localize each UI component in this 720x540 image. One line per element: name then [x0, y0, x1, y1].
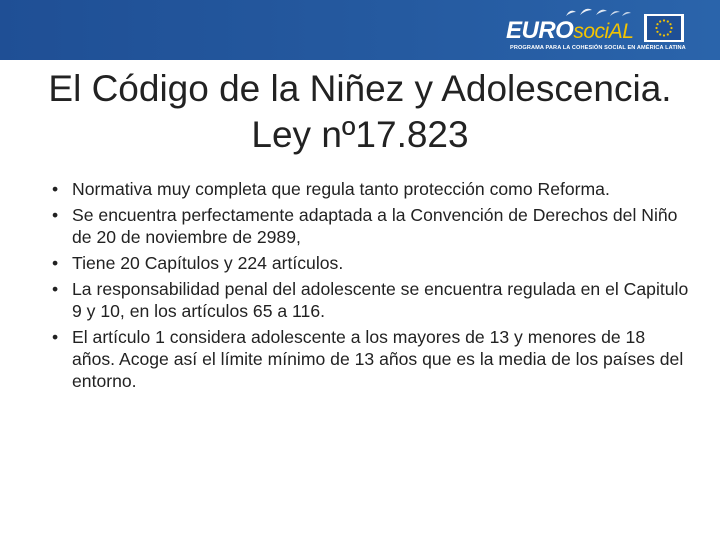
bullet-text: Se encuentra perfectamente adaptada a la Convención de Derechos del Niño de 20 de noviembre de 2989, [72, 205, 678, 247]
bullet-list [52, 178, 692, 396]
bullet-item [52, 204, 692, 248]
bullet-item [52, 178, 692, 200]
bullet-text: Tiene 20 Capítulos y 224 artículos. [72, 253, 344, 273]
logo-word-social: sociAL [573, 20, 634, 43]
eu-flag-icon [644, 14, 684, 42]
header-band [0, 0, 720, 60]
bullet-item [52, 252, 692, 274]
logo-wordmark [506, 18, 633, 44]
logo-word-euro: EURO [506, 17, 574, 44]
bullet-glyph: • [52, 205, 59, 225]
bullet-text: Normativa muy completa que regula tanto protección como Reforma. [72, 179, 610, 199]
eurosocial-logo [506, 4, 696, 56]
bullet-text: El artículo 1 considera adolescente a los mayores de 13 y menores de 18 años. Acoge así el límite mínimo de 13 años que es la media de los países del entorno. [72, 327, 684, 391]
bullet-glyph: • [52, 327, 59, 347]
bullet-glyph: • [52, 279, 59, 299]
logo-tagline: PROGRAMA PARA LA COHESIÓN SOCIAL EN AMÉRICA LATINA [510, 45, 686, 51]
bullet-item [52, 326, 692, 392]
slide-title: El Código de la Niñez y Adolescencia. Ley nº17.823 [48, 68, 672, 155]
bullet-glyph: • [52, 253, 59, 273]
bullet-item [52, 278, 692, 322]
bullet-text: La responsabilidad penal del adolescente se encuentra regulada en el Capitulo 9 y 10, en los artículos 65 a 116. [72, 279, 689, 321]
bullet-glyph: • [52, 179, 59, 199]
